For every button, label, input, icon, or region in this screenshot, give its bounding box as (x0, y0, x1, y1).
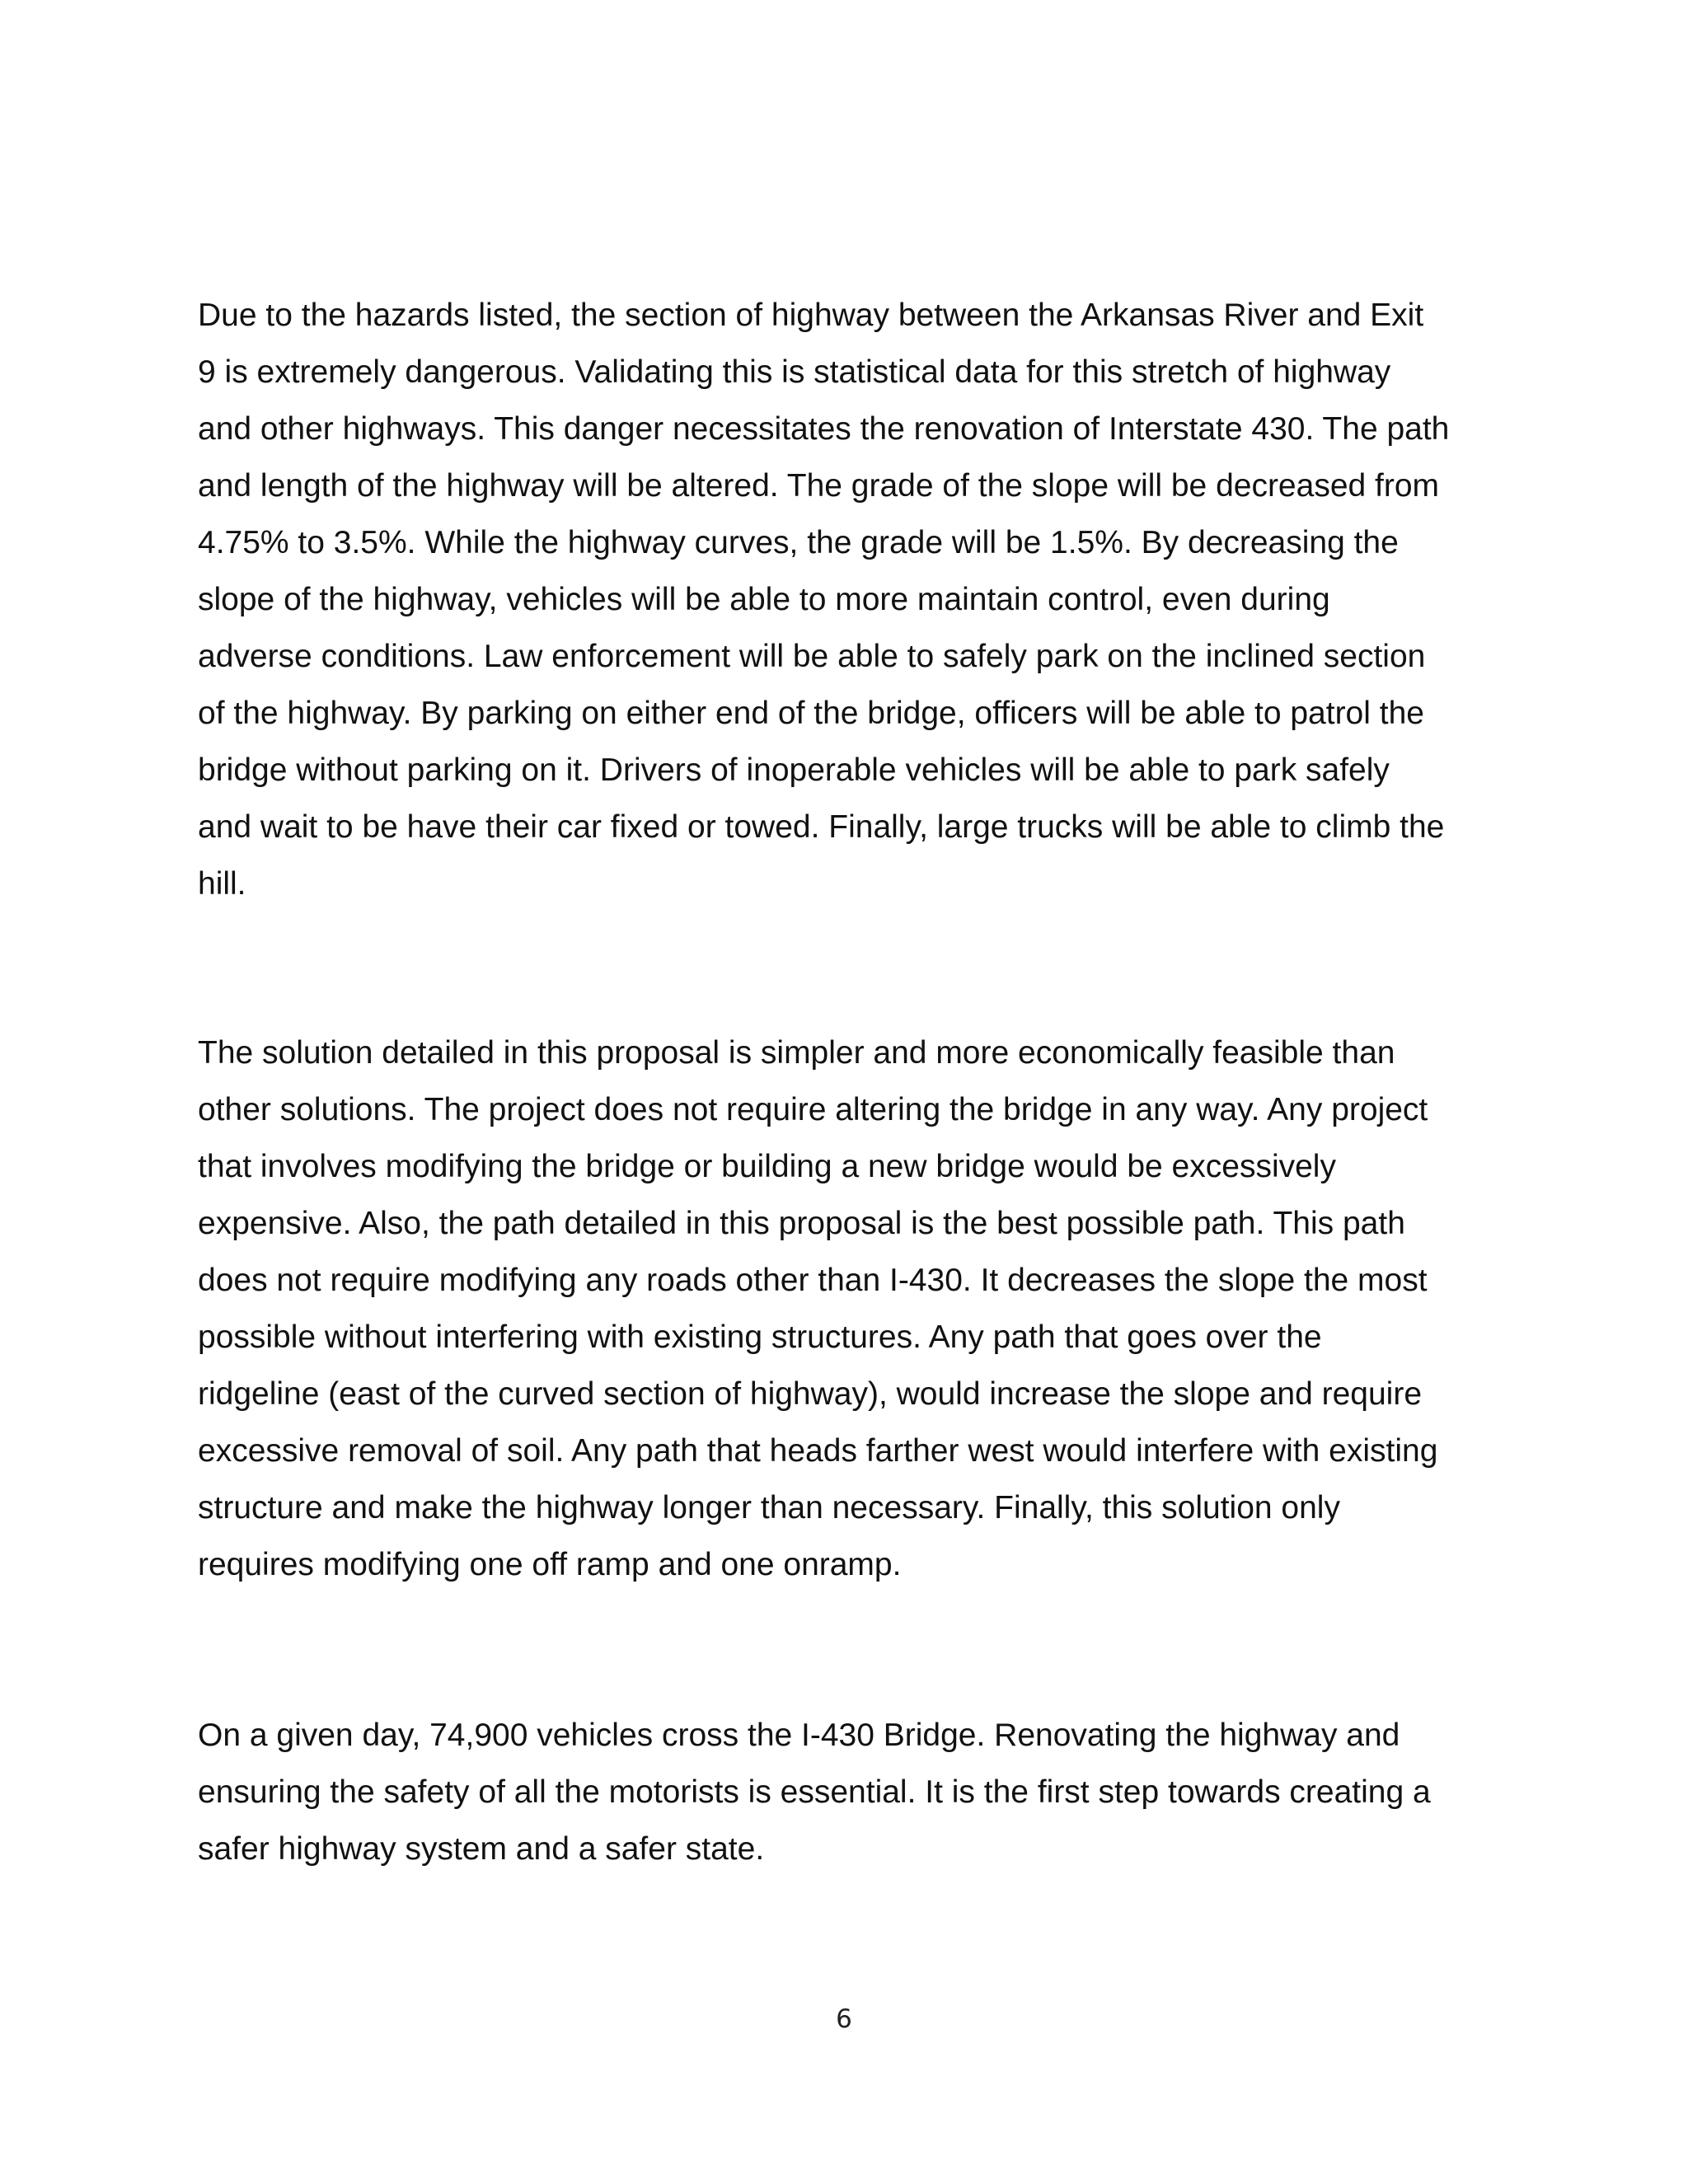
paragraph-solution (198, 1024, 1484, 1593)
text-line: ridgeline (east of the curved section of highway), would increase the slope and require (198, 1376, 1423, 1412)
text-line: 4.75% to 3.5%. While the highway curves, the grade will be 1.5%. By decreasing the (198, 525, 1399, 560)
text-line: bridge without parking on it. Drivers of inoperable vehicles will be able to park safely (198, 752, 1390, 788)
paragraph-hazards (198, 287, 1484, 912)
page-number: 6 (836, 2004, 852, 2034)
text-line: ensuring the safety of all the motorists is essential. It is the first step towards creating a (198, 1774, 1431, 1810)
text-line: Due to the hazards listed, the section of highway between the Arkansas River and Exit (198, 298, 1424, 333)
text-line: possible without interfering with existing structures. Any path that goes over the (198, 1319, 1322, 1355)
text-line: safer highway system and a safer state. (198, 1831, 765, 1867)
text-line: and wait to be have their car fixed or towed. Finally, large trucks will be able to climb the (198, 809, 1445, 845)
text-line: On a given day, 74,900 vehicles cross the I-430 Bridge. Renovating the highway and (198, 1718, 1400, 1753)
paragraph-conclusion (198, 1707, 1484, 1877)
text-line: excessive removal of soil. Any path that heads farther west would interfere with existing (198, 1433, 1438, 1469)
text-line: 9 is extremely dangerous. Validating this is statistical data for this stretch of highway (198, 354, 1391, 390)
text-line: expensive. Also, the path detailed in this proposal is the best possible path. This path (198, 1206, 1405, 1241)
text-line: structure and make the highway longer than necessary. Finally, this solution only (198, 1490, 1340, 1526)
text-line: does not require modifying any roads other than I-430. It decreases the slope the most (198, 1263, 1428, 1298)
text-line: requires modifying one off ramp and one onramp. (198, 1547, 902, 1582)
text-line: of the highway. By parking on either end of the bridge, officers will be able to patrol the (198, 696, 1424, 731)
text-line: slope of the highway, vehicles will be able to more maintain control, even during (198, 582, 1330, 617)
text-line: hill. (198, 866, 246, 902)
text-line: and length of the highway will be altered. The grade of the slope will be decreased from (198, 468, 1440, 504)
text-line: that involves modifying the bridge or building a new bridge would be excessively (198, 1149, 1336, 1184)
text-line: adverse conditions. Law enforcement will be able to safely park on the inclined section (198, 639, 1426, 674)
text-line: other solutions. The project does not require altering the bridge in any way. Any project (198, 1092, 1428, 1127)
text-line: and other highways. This danger necessitates the renovation of Interstate 430. The path (198, 411, 1450, 447)
text-line: The solution detailed in this proposal is simpler and more economically feasible than (198, 1035, 1395, 1071)
